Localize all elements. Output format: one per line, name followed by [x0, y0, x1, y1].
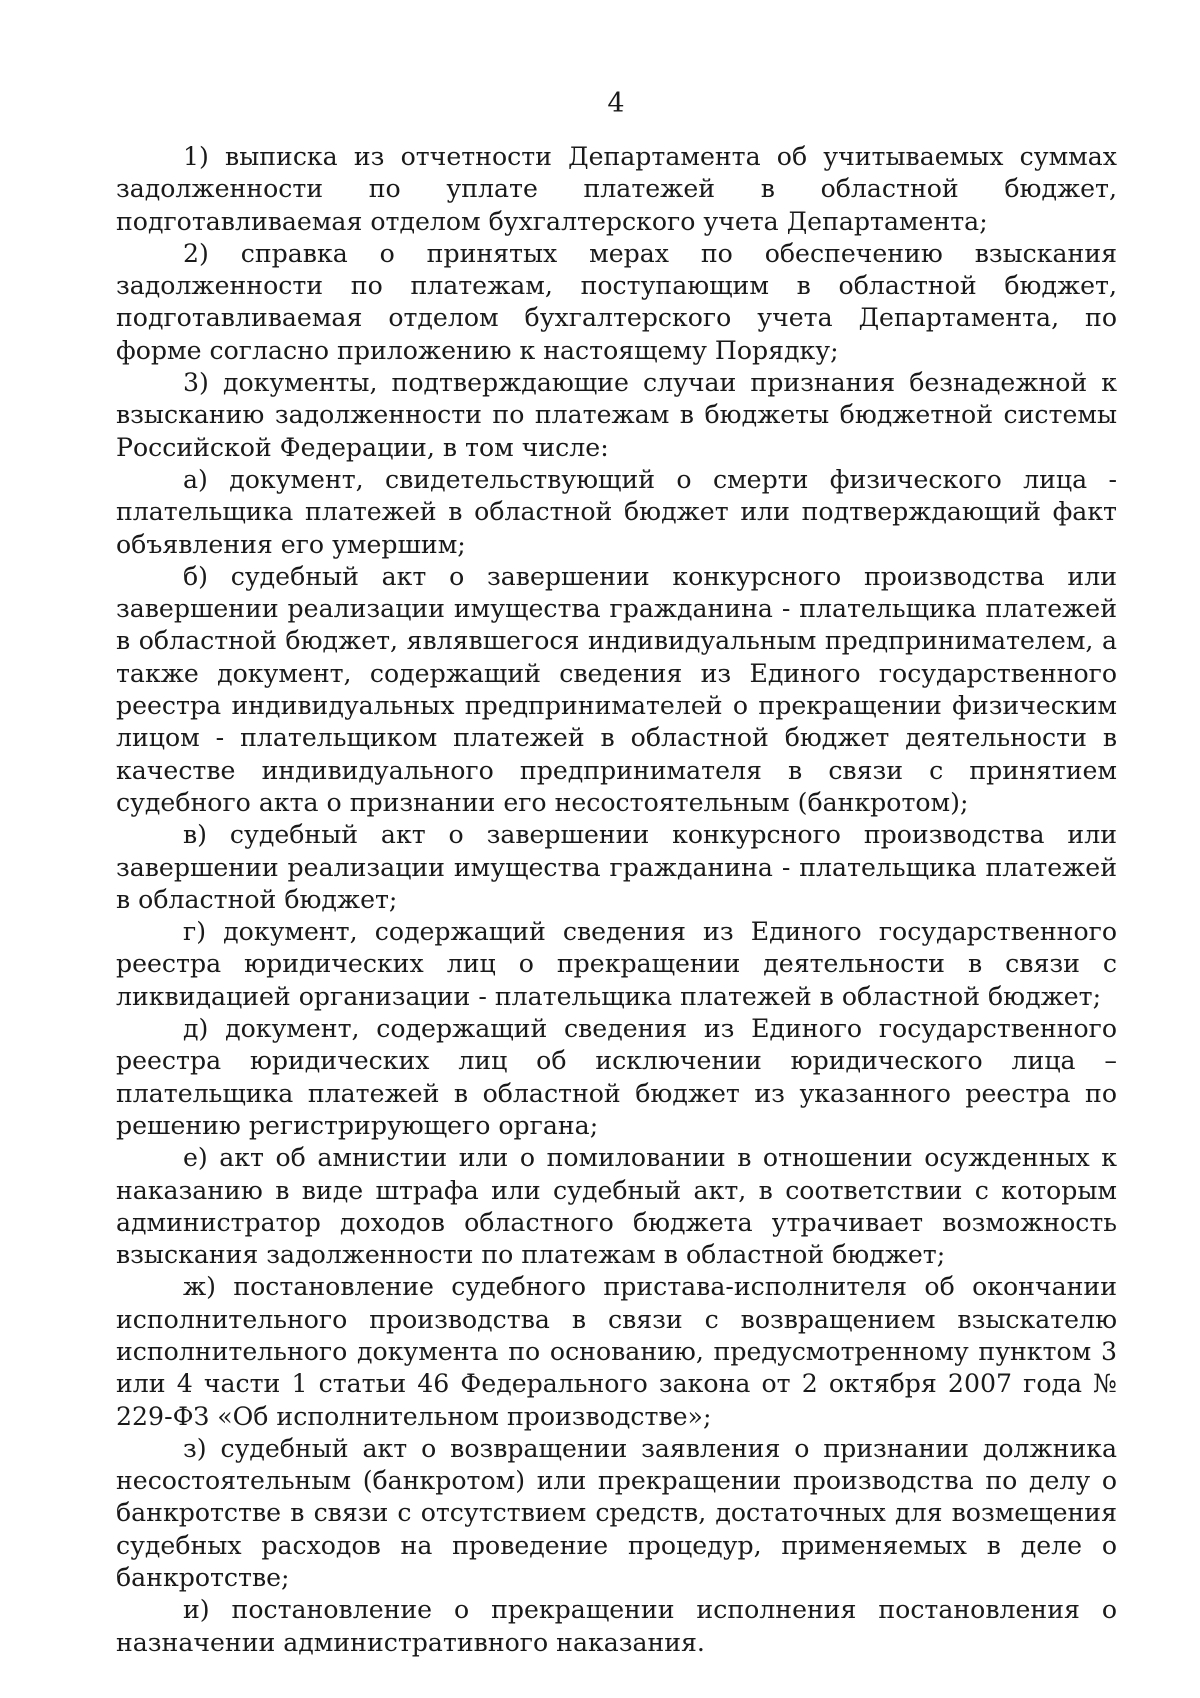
paragraph-item-2: 2) справка о принятых мерах по обеспечению взыскания задолженности по платежам, поступающим в областной бюджет, подготавливаемая отделом бухгалтерского учета Департамента, по форме согласно приложению к настоящему Порядку;: [116, 238, 1117, 365]
paragraph-subitem-i: и) постановление о прекращении исполнения постановления о назначении административного наказания.: [116, 1595, 1117, 1657]
paragraph-subitem-d: д) документ, содержащий сведения из Единого государственного реестра юридических лиц об исключении юридического лица – плательщика платежей в областной бюджет из указанного реестра по решению регистрирующего органа;: [116, 1014, 1117, 1140]
paragraph-subitem-v: в) судебный акт о завершении конкурсного производства или завершении реализации имущества гражданина - плательщика платежей в областной бюджет;: [116, 820, 1117, 914]
paragraph-item-3: 3) документы, подтверждающие случаи признания безнадежной к взысканию задолженности по платежам в бюджеты бюджетной системы Российской Федерации, в том числе:: [116, 368, 1117, 462]
page-number: 4: [607, 88, 625, 119]
paragraph-subitem-e: е) акт об амнистии или о помиловании в отношении осужденных к наказанию в виде штрафа или судебный акт, в соответствии с которым администратор доходов областного бюджета утрачивает возможность взыскания задолженности по платежам в областной бюджет;: [116, 1143, 1117, 1270]
paragraph-subitem-zh: ж) постановление судебного пристава-исполнителя об окончании исполнительного производства в связи с возвращением взыскателю исполнительного документа по основанию, предусмотренному пунктом 3 или 4 части 1 статьи 46 Федерального закона от 2 октября 2007 года № 229-ФЗ «Об исполнительном производстве»;: [116, 1272, 1117, 1431]
paragraph-subitem-g: г) документ, содержащий сведения из Единого государственного реестра юридических лиц о прекращении деятельности в связи с ликвидацией организации - плательщика платежей в областной бюджет;: [116, 917, 1117, 1011]
paragraph-subitem-b: б) судебный акт о завершении конкурсного производства или завершении реализации имущества гражданина - плательщика платежей в областной бюджет, являвшегося индивидуальным предпринимателем, а также документ, содержащий сведения из Единого государственного реестра индивидуальных предпринимателей о прекращении физическим лицом - плательщиком платежей в областной бюджет деятельности в качестве индивидуального предпринимателя в связи с принятием судебного акта о признании его несостоятельным (банкротом);: [116, 561, 1117, 817]
document-body: [116, 141, 1117, 1659]
paragraph-item-1: 1) выписка из отчетности Департамента об учитываемых суммах задолженности по уплате платежей в областной бюджет, подготавливаемая отделом бухгалтерского учета Департамента;: [116, 142, 1117, 236]
paragraph-subitem-z: з) судебный акт о возвращении заявления о признании должника несостоятельным (банкротом) или прекращении производства по делу о банкротстве в связи с отсутствием средств, достаточных для возмещения судебных расходов на проведение процедур, применяемых в деле о банкротстве;: [116, 1433, 1117, 1593]
paragraph-subitem-a: а) документ, свидетельствующий о смерти физического лица - плательщика платежей в областной бюджет или подтверждающий факт объявления его умершим;: [116, 464, 1117, 559]
